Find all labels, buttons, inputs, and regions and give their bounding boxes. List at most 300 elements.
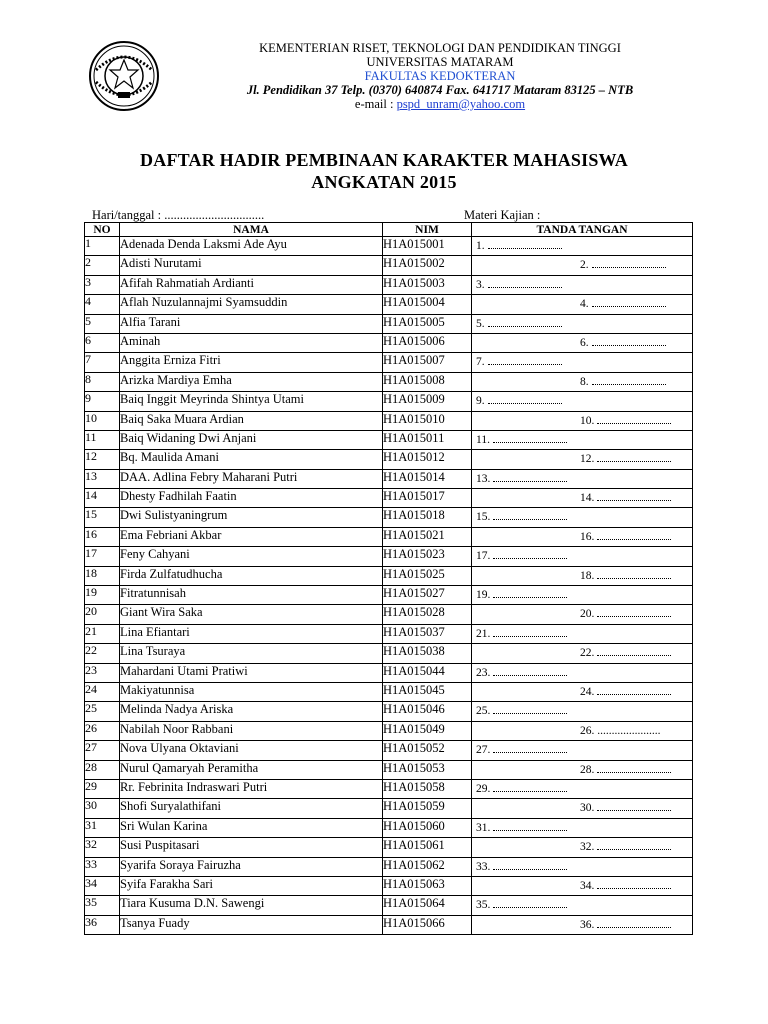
signature-cell[interactable] <box>472 702 693 721</box>
signature-number: 18. <box>580 569 595 582</box>
signature-line <box>488 318 562 327</box>
attendance-table <box>84 222 693 935</box>
signature-line <box>597 802 671 811</box>
signature-line <box>597 841 671 850</box>
student-nim: H1A015008 <box>383 372 472 391</box>
table-row <box>85 275 693 294</box>
student-name: Baiq Inggit Meyrinda Shintya Utami <box>120 392 383 411</box>
student-nim: H1A015060 <box>383 818 472 837</box>
signature-cell[interactable] <box>472 353 693 372</box>
signature-line <box>493 434 567 443</box>
student-name: Susi Puspitasari <box>120 838 383 857</box>
signature-line <box>493 705 567 714</box>
row-number: 31 <box>85 818 120 837</box>
row-number: 25 <box>85 702 120 721</box>
student-name: Tsanya Fuady <box>120 915 383 934</box>
signature-number: 23. <box>476 666 491 679</box>
signature-slot <box>476 899 567 911</box>
student-name: Adisti Nurutami <box>120 256 383 275</box>
signature-cell[interactable] <box>472 295 693 314</box>
signature-line <box>488 279 562 288</box>
signature-cell[interactable] <box>472 741 693 760</box>
signature-line <box>592 337 666 346</box>
signature-cell[interactable] <box>472 275 693 294</box>
row-number: 30 <box>85 799 120 818</box>
table-row <box>85 838 693 857</box>
signature-line <box>493 473 567 482</box>
table-row <box>85 818 693 837</box>
signature-line <box>597 531 671 540</box>
row-number: 9 <box>85 392 120 411</box>
signature-cell[interactable] <box>472 256 693 275</box>
signature-number: 28. <box>580 763 595 776</box>
signature-cell[interactable] <box>472 838 693 857</box>
signature-cell[interactable] <box>472 857 693 876</box>
signature-cell[interactable] <box>472 818 693 837</box>
row-number: 10 <box>85 411 120 430</box>
student-nim: H1A015005 <box>383 314 472 333</box>
signature-slot <box>580 453 671 465</box>
signature-line <box>493 822 567 831</box>
signature-slot <box>476 667 567 679</box>
table-row <box>85 489 693 508</box>
signature-cell[interactable] <box>472 392 693 411</box>
student-name: Nurul Qamaryah Peramitha <box>120 760 383 779</box>
student-nim: H1A015052 <box>383 741 472 760</box>
signature-cell[interactable] <box>472 876 693 895</box>
signature-line <box>493 589 567 598</box>
student-nim: H1A015001 <box>383 237 472 256</box>
student-nim: H1A015014 <box>383 469 472 488</box>
signature-line <box>493 744 567 753</box>
topic-label: Materi Kajian : <box>464 208 541 222</box>
student-nim: H1A015058 <box>383 779 472 798</box>
row-number: 36 <box>85 915 120 934</box>
signature-cell[interactable] <box>472 469 693 488</box>
signature-slot <box>476 744 567 756</box>
signature-line <box>597 608 671 617</box>
row-number: 18 <box>85 566 120 585</box>
signature-number: 20. <box>580 608 595 621</box>
signature-slot <box>476 356 562 368</box>
student-nim: H1A015004 <box>383 295 472 314</box>
signature-line <box>592 376 666 385</box>
table-row <box>85 624 693 643</box>
student-nim: H1A015037 <box>383 624 472 643</box>
student-nim: H1A015007 <box>383 353 472 372</box>
address: Jl. Pendidikan 37 Telp. (0370) 640874 Fax. 641717 Mataram 83125 – NTB <box>246 83 634 97</box>
signature-line <box>597 570 671 579</box>
student-nim: H1A015009 <box>383 392 472 411</box>
signature-cell[interactable] <box>472 915 693 934</box>
student-name: Melinda Nadya Ariska <box>120 702 383 721</box>
row-number: 14 <box>85 489 120 508</box>
signature-cell[interactable] <box>472 430 693 449</box>
table-row <box>85 682 693 701</box>
row-number: 13 <box>85 469 120 488</box>
table-row <box>85 237 693 256</box>
signature-line <box>493 511 567 520</box>
signature-cell[interactable] <box>472 624 693 643</box>
signature-line <box>493 861 567 870</box>
table-row <box>85 469 693 488</box>
table-row <box>85 256 693 275</box>
signature-slot <box>580 608 671 620</box>
university-seal-icon <box>88 40 160 112</box>
student-name: Firda Zulfatudhucha <box>120 566 383 585</box>
table-row <box>85 547 693 566</box>
row-number: 32 <box>85 838 120 857</box>
student-nim: H1A015011 <box>383 430 472 449</box>
table-row <box>85 760 693 779</box>
signature-number: 33. <box>476 860 491 873</box>
student-name: Baiq Widaning Dwi Anjani <box>120 430 383 449</box>
table-header <box>85 223 693 237</box>
signature-number: 17. <box>476 550 491 563</box>
signature-slot <box>580 764 671 776</box>
signature-line <box>488 240 562 249</box>
signature-slot <box>476 628 567 640</box>
signature-cell[interactable] <box>472 547 693 566</box>
signature-number: 35. <box>476 899 491 912</box>
student-name: Sri Wulan Karina <box>120 818 383 837</box>
signature-number: 14. <box>580 492 595 505</box>
signature-number: 26. ...................... <box>580 724 661 737</box>
signature-line <box>493 550 567 559</box>
student-name: Tiara Kusuma D.N. Sawengi <box>120 896 383 915</box>
email-link[interactable]: pspd_unram@yahoo.com <box>396 97 526 111</box>
student-nim: H1A015066 <box>383 915 472 934</box>
student-nim: H1A015038 <box>383 644 472 663</box>
student-nim: H1A015025 <box>383 566 472 585</box>
student-name: Fitratunnisah <box>120 586 383 605</box>
table-row <box>85 857 693 876</box>
table-row <box>85 372 693 391</box>
signature-slot <box>476 705 567 717</box>
signature-number: 12. <box>580 453 595 466</box>
row-number: 3 <box>85 275 120 294</box>
document-subtitle: ANGKATAN 2015 <box>311 172 457 192</box>
signature-slot <box>580 647 671 659</box>
student-nim: H1A015049 <box>383 721 472 740</box>
row-number: 2 <box>85 256 120 275</box>
signature-number: 4. <box>580 298 589 311</box>
signature-cell[interactable] <box>472 411 693 430</box>
row-number: 33 <box>85 857 120 876</box>
student-name: Alfia Tarani <box>120 314 383 333</box>
row-number: 34 <box>85 876 120 895</box>
signature-slot <box>580 376 666 388</box>
signature-slot <box>476 434 567 446</box>
row-number: 4 <box>85 295 120 314</box>
signature-slot <box>580 686 671 698</box>
signature-number: 15. <box>476 511 491 524</box>
signature-cell[interactable] <box>472 566 693 585</box>
signature-number: 5. <box>476 317 485 330</box>
signature-slot <box>476 589 567 601</box>
signature-slot <box>476 279 562 291</box>
signature-slot <box>580 802 671 814</box>
signature-number: 34. <box>580 879 595 892</box>
col-tanda-tangan: TANDA TANGAN <box>472 223 693 237</box>
row-number: 15 <box>85 508 120 527</box>
signature-cell[interactable] <box>472 644 693 663</box>
student-nim: H1A015046 <box>383 702 472 721</box>
signature-slot <box>476 511 567 523</box>
row-number: 22 <box>85 644 120 663</box>
signature-number: 1. <box>476 240 485 252</box>
student-nim: H1A015023 <box>383 547 472 566</box>
signature-number: 29. <box>476 782 491 795</box>
signature-slot <box>580 725 661 737</box>
signature-cell[interactable] <box>472 799 693 818</box>
student-nim: H1A015063 <box>383 876 472 895</box>
student-nim: H1A015018 <box>383 508 472 527</box>
student-nim: H1A015017 <box>383 489 472 508</box>
signature-line <box>488 356 562 365</box>
row-number: 7 <box>85 353 120 372</box>
signature-slot <box>476 240 562 252</box>
signature-slot <box>580 492 671 504</box>
row-number: 6 <box>85 333 120 352</box>
col-nim: NIM <box>383 223 472 237</box>
signature-line <box>488 395 562 404</box>
student-name: DAA. Adlina Febry Maharani Putri <box>120 469 383 488</box>
signature-slot <box>580 259 666 271</box>
student-name: Nabilah Noor Rabbani <box>120 721 383 740</box>
signature-number: 2. <box>580 259 589 272</box>
signature-slot <box>476 473 567 485</box>
signature-slot <box>476 550 567 562</box>
table-row <box>85 450 693 469</box>
signature-slot <box>476 783 567 795</box>
student-nim: H1A015021 <box>383 527 472 546</box>
signature-number: 31. <box>476 821 491 834</box>
signature-cell[interactable] <box>472 586 693 605</box>
table-row <box>85 721 693 740</box>
row-number: 1 <box>85 237 120 256</box>
signature-cell[interactable] <box>472 372 693 391</box>
table-row <box>85 353 693 372</box>
student-name: Adenada Denda Laksmi Ade Ayu <box>120 237 383 256</box>
signature-number: 7. <box>476 356 485 369</box>
table-row <box>85 663 693 682</box>
table-row <box>85 779 693 798</box>
student-name: Shofi Suryalathifani <box>120 799 383 818</box>
student-name: Dwi Sulistyaningrum <box>120 508 383 527</box>
email-label: e-mail : <box>354 97 397 111</box>
row-number: 5 <box>85 314 120 333</box>
student-nim: H1A015062 <box>383 857 472 876</box>
signature-number: 21. <box>476 627 491 640</box>
signature-cell[interactable] <box>472 663 693 682</box>
signature-cell[interactable] <box>472 605 693 624</box>
signature-number: 36. <box>580 918 595 931</box>
signature-line <box>597 492 671 501</box>
row-number: 16 <box>85 527 120 546</box>
signature-cell[interactable] <box>472 314 693 333</box>
signature-number: 10. <box>580 414 595 427</box>
signature-cell[interactable] <box>472 760 693 779</box>
row-number: 20 <box>85 605 120 624</box>
signature-number: 3. <box>476 278 485 291</box>
student-name: Bq. Maulida Amani <box>120 450 383 469</box>
signature-number: 24. <box>580 685 595 698</box>
signature-line <box>493 628 567 637</box>
student-nim: H1A015010 <box>383 411 472 430</box>
signature-number: 25. <box>476 705 491 718</box>
row-number: 23 <box>85 663 120 682</box>
student-name: Syarifa Soraya Fairuzha <box>120 857 383 876</box>
student-nim: H1A015059 <box>383 799 472 818</box>
signature-cell[interactable] <box>472 779 693 798</box>
signature-number: 32. <box>580 841 595 854</box>
table-row <box>85 314 693 333</box>
signature-line <box>597 919 671 928</box>
faculty-name: FAKULTAS KEDOKTERAN <box>364 69 516 83</box>
signature-cell[interactable] <box>472 489 693 508</box>
table-row <box>85 876 693 895</box>
student-nim: H1A015012 <box>383 450 472 469</box>
student-name: Giant Wira Saka <box>120 605 383 624</box>
signature-slot <box>476 822 567 834</box>
student-nim: H1A015044 <box>383 663 472 682</box>
signature-cell[interactable] <box>472 682 693 701</box>
row-number: 24 <box>85 682 120 701</box>
student-name: Aminah <box>120 333 383 352</box>
table-row <box>85 799 693 818</box>
signature-line <box>592 259 666 268</box>
signature-cell[interactable] <box>472 896 693 915</box>
signature-line <box>597 647 671 656</box>
signature-cell[interactable] <box>472 237 693 256</box>
col-no: NO <box>85 223 120 237</box>
student-nim: H1A015045 <box>383 682 472 701</box>
student-name: Ema Febriani Akbar <box>120 527 383 546</box>
student-name: Feny Cahyani <box>120 547 383 566</box>
student-nim: H1A015053 <box>383 760 472 779</box>
signature-cell[interactable] <box>472 527 693 546</box>
ministry-name: KEMENTERIAN RISET, TEKNOLOGI DAN PENDIDIKAN TINGGI <box>259 41 621 55</box>
university-name: UNIVERSITAS MATARAM <box>366 55 514 69</box>
signature-line <box>597 686 671 695</box>
date-label: Hari/tanggal : ................................ <box>92 208 265 222</box>
signature-cell[interactable] <box>472 721 693 740</box>
document-title: DAFTAR HADIR PEMBINAAN KARAKTER MAHASISWA <box>140 150 628 170</box>
row-number: 35 <box>85 896 120 915</box>
student-name: Rr. Febrinita Indraswari Putri <box>120 779 383 798</box>
row-number: 12 <box>85 450 120 469</box>
signature-number: 8. <box>580 375 589 388</box>
table-row <box>85 566 693 585</box>
signature-number: 19. <box>476 589 491 602</box>
student-name: Lina Tsuraya <box>120 644 383 663</box>
table-row <box>85 702 693 721</box>
row-number: 17 <box>85 547 120 566</box>
signature-line <box>493 667 567 676</box>
table-row <box>85 527 693 546</box>
row-number: 21 <box>85 624 120 643</box>
student-nim: H1A015027 <box>383 586 472 605</box>
table-row <box>85 508 693 527</box>
signature-number: 9. <box>476 395 485 408</box>
signature-cell[interactable] <box>472 508 693 527</box>
row-number: 26 <box>85 721 120 740</box>
student-name: Syifa Farakha Sari <box>120 876 383 895</box>
row-number: 28 <box>85 760 120 779</box>
signature-line <box>493 899 567 908</box>
student-name: Baiq Saka Muara Ardian <box>120 411 383 430</box>
signature-line <box>597 453 671 462</box>
student-nim: H1A015006 <box>383 333 472 352</box>
table-row <box>85 586 693 605</box>
row-number: 19 <box>85 586 120 605</box>
row-number: 11 <box>85 430 120 449</box>
signature-line <box>597 880 671 889</box>
row-number: 29 <box>85 779 120 798</box>
table-row <box>85 430 693 449</box>
table-row <box>85 295 693 314</box>
signature-slot <box>580 570 671 582</box>
table-row <box>85 392 693 411</box>
signature-number: 16. <box>580 530 595 543</box>
student-nim: H1A015061 <box>383 838 472 857</box>
signature-slot <box>580 919 671 931</box>
signature-line <box>597 415 671 424</box>
student-nim: H1A015002 <box>383 256 472 275</box>
row-number: 8 <box>85 372 120 391</box>
signature-line <box>493 783 567 792</box>
table-row <box>85 333 693 352</box>
signature-slot <box>580 415 671 427</box>
signature-slot <box>580 841 671 853</box>
signature-slot <box>476 318 562 330</box>
signature-slot <box>580 880 671 892</box>
table-row <box>85 605 693 624</box>
student-name: Arizka Mardiya Emha <box>120 372 383 391</box>
student-name: Dhesty Fadhilah Faatin <box>120 489 383 508</box>
table-row <box>85 896 693 915</box>
table-row <box>85 411 693 430</box>
student-name: Mahardani Utami Pratiwi <box>120 663 383 682</box>
signature-cell[interactable] <box>472 333 693 352</box>
table-row <box>85 741 693 760</box>
student-name: Afifah Rahmatiah Ardianti <box>120 275 383 294</box>
student-name: Makiyatunnisa <box>120 682 383 701</box>
signature-number: 30. <box>580 802 595 815</box>
row-number: 27 <box>85 741 120 760</box>
student-name: Anggita Erniza Fitri <box>120 353 383 372</box>
signature-line <box>597 764 671 773</box>
signature-number: 27. <box>476 744 491 757</box>
student-name: Nova Ulyana Oktaviani <box>120 741 383 760</box>
signature-line <box>592 298 666 307</box>
signature-number: 6. <box>580 336 589 349</box>
signature-slot <box>580 531 671 543</box>
student-name: Lina Efiantari <box>120 624 383 643</box>
signature-slot <box>580 337 666 349</box>
signature-slot <box>476 395 562 407</box>
student-name: Aflah Nuzulannajmi Syamsuddin <box>120 295 383 314</box>
signature-number: 13. <box>476 472 491 485</box>
signature-cell[interactable] <box>472 450 693 469</box>
signature-slot <box>580 298 666 310</box>
signature-slot <box>476 861 567 873</box>
col-nama: NAMA <box>120 223 383 237</box>
signature-number: 22. <box>580 647 595 660</box>
student-nim: H1A015064 <box>383 896 472 915</box>
table-row <box>85 915 693 934</box>
